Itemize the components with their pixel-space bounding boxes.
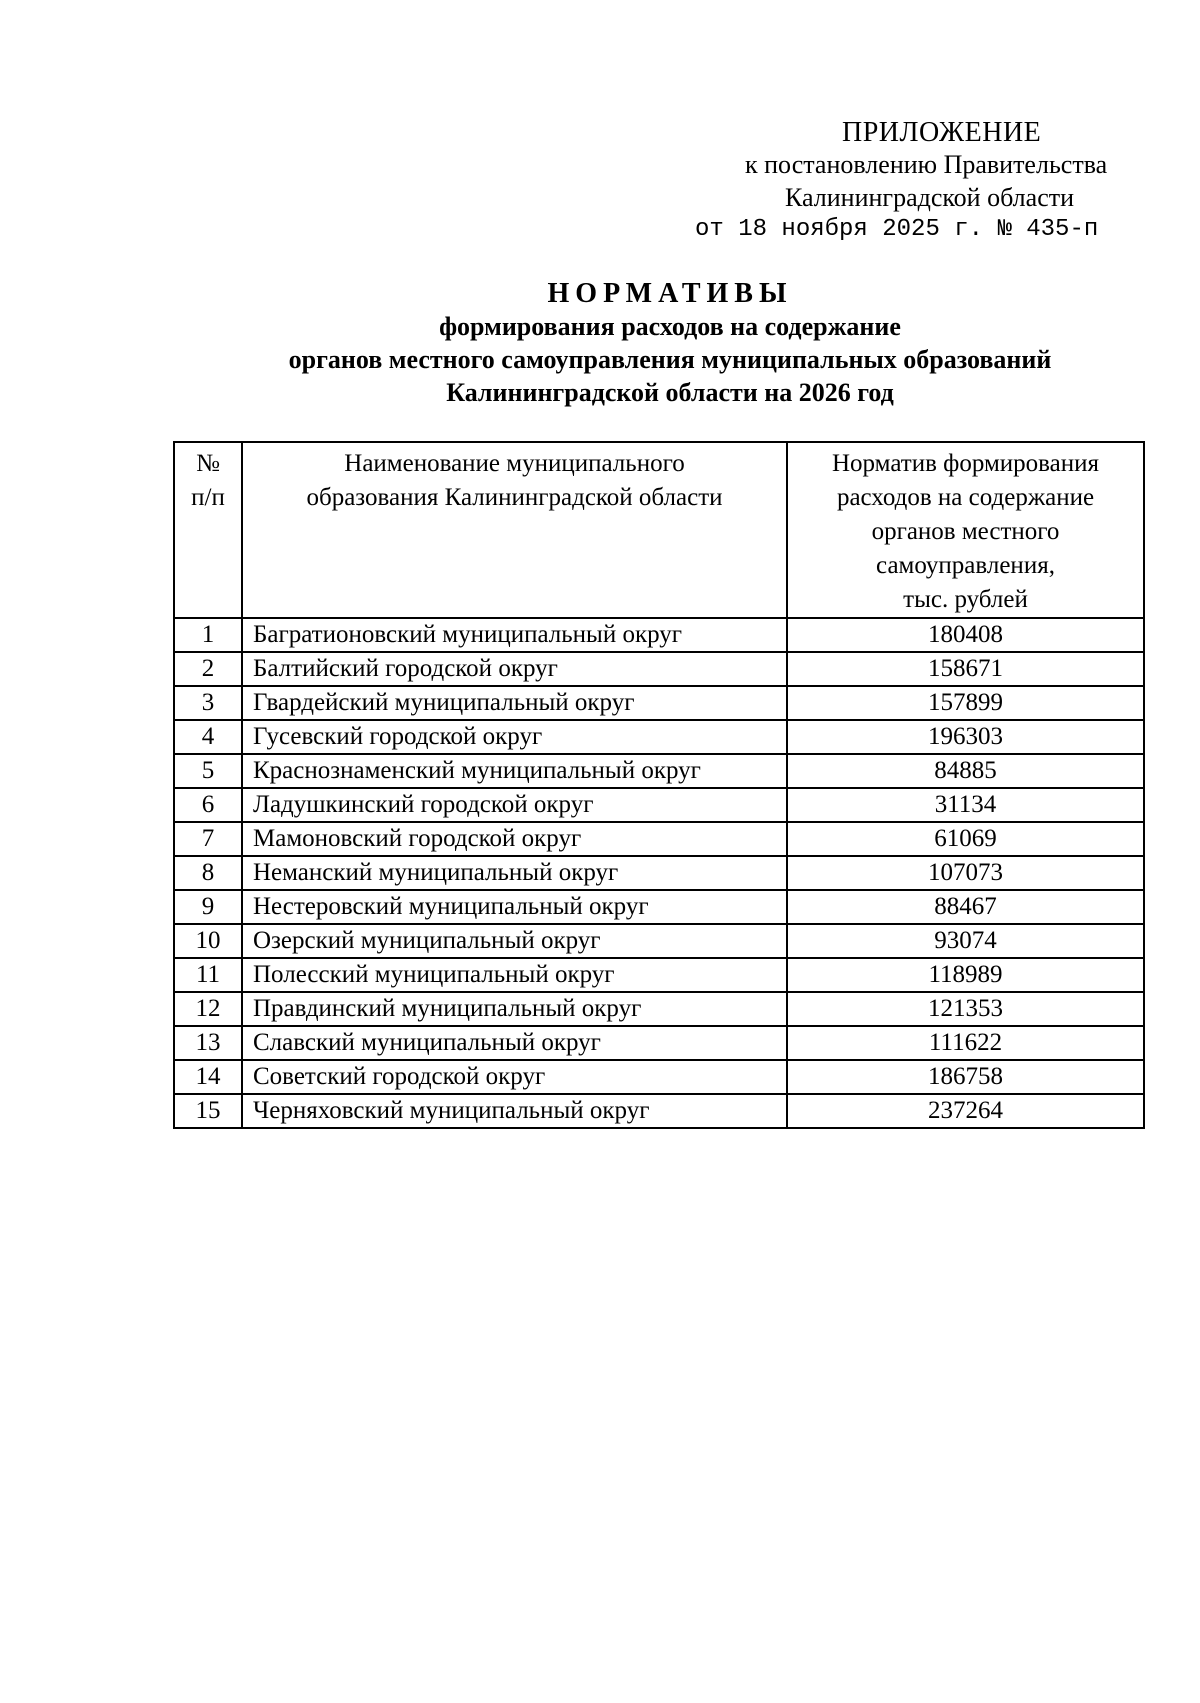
table-row — [174, 686, 1144, 720]
row-num: 7 — [174, 822, 242, 856]
row-num: 11 — [174, 958, 242, 992]
row-num: 13 — [174, 1026, 242, 1060]
appendix-date-line: от 18 ноября 2025 г. № 435-п — [695, 216, 1099, 243]
table-row — [174, 754, 1144, 788]
row-name: Нестеровский муниципальный округ — [242, 890, 787, 924]
heading-main: НОРМАТИВЫ — [547, 278, 793, 309]
row-name: Советский городской округ — [242, 1060, 787, 1094]
header-value-line-5: тыс. рублей — [903, 586, 1028, 613]
table-row — [174, 924, 1144, 958]
row-value: 186758 — [787, 1060, 1144, 1094]
row-value: 157899 — [787, 686, 1144, 720]
header-name-line-2: образования Калининградской области — [306, 484, 723, 511]
table-row — [174, 788, 1144, 822]
row-num: 12 — [174, 992, 242, 1026]
row-name: Правдинский муниципальный округ — [242, 992, 787, 1026]
row-value: 121353 — [787, 992, 1144, 1026]
row-name: Славский муниципальный округ — [242, 1026, 787, 1060]
header-num — [174, 442, 242, 618]
row-num: 15 — [174, 1094, 242, 1128]
row-name: Неманский муниципальный округ — [242, 856, 787, 890]
header-name-line-1: Наименование муниципального — [344, 450, 685, 477]
row-num: 5 — [174, 754, 242, 788]
row-value: 31134 — [787, 788, 1144, 822]
row-name: Краснознаменский муниципальный округ — [242, 754, 787, 788]
row-value: 118989 — [787, 958, 1144, 992]
table-row — [174, 720, 1144, 754]
appendix-title: ПРИЛОЖЕНИЕ — [842, 117, 1042, 148]
row-name: Черняховский муниципальный округ — [242, 1094, 787, 1128]
heading-subtitle-3: Калининградской области на 2026 год — [446, 378, 894, 407]
row-name: Озерский муниципальный округ — [242, 924, 787, 958]
row-num: 6 — [174, 788, 242, 822]
row-num: 3 — [174, 686, 242, 720]
table-row — [174, 1060, 1144, 1094]
row-name: Балтийский городской округ — [242, 652, 787, 686]
row-value: 180408 — [787, 618, 1144, 652]
appendix-region-line: Калининградской области — [785, 183, 1075, 212]
table-row — [174, 618, 1144, 652]
header-value-line-2: расходов на содержание — [836, 484, 1095, 511]
table-row — [174, 992, 1144, 1026]
row-name: Мамоновский городской округ — [242, 822, 787, 856]
row-num: 10 — [174, 924, 242, 958]
row-value: 196303 — [787, 720, 1144, 754]
header-value-line-3: органов местного — [871, 518, 1060, 545]
row-value: 111622 — [787, 1026, 1144, 1060]
header-name — [242, 442, 787, 618]
row-value: 93074 — [787, 924, 1144, 958]
row-num: 14 — [174, 1060, 242, 1094]
table-row — [174, 958, 1144, 992]
row-num: 9 — [174, 890, 242, 924]
row-num: 2 — [174, 652, 242, 686]
table-row — [174, 822, 1144, 856]
row-name: Багратионовский муниципальный округ — [242, 618, 787, 652]
header-value — [787, 442, 1144, 618]
table-row — [174, 1094, 1144, 1128]
header-num-line-2: п/п — [191, 484, 225, 511]
header-value-line-4: самоуправления, — [876, 552, 1055, 579]
header-value-line-1: Норматив формирования — [832, 450, 1099, 477]
row-value: 88467 — [787, 890, 1144, 924]
row-num: 4 — [174, 720, 242, 754]
row-num: 8 — [174, 856, 242, 890]
row-value: 158671 — [787, 652, 1144, 686]
heading-subtitle-2: органов местного самоуправления муниципальных образований — [288, 345, 1052, 374]
row-name: Гвардейский муниципальный округ — [242, 686, 787, 720]
norms-table — [173, 441, 1145, 1129]
row-value: 61069 — [787, 822, 1144, 856]
table-row — [174, 652, 1144, 686]
row-value: 84885 — [787, 754, 1144, 788]
table-row — [174, 856, 1144, 890]
row-value: 107073 — [787, 856, 1144, 890]
row-value: 237264 — [787, 1094, 1144, 1128]
table-row — [174, 890, 1144, 924]
table-header-row — [174, 442, 1144, 618]
row-name: Гусевский городской округ — [242, 720, 787, 754]
row-name: Ладушкинский городской округ — [242, 788, 787, 822]
table-row — [174, 1026, 1144, 1060]
row-name: Полесский муниципальный округ — [242, 958, 787, 992]
header-num-line-1: № — [196, 450, 220, 477]
appendix-reference-line: к постановлению Правительства — [745, 150, 1108, 179]
row-num: 1 — [174, 618, 242, 652]
heading-subtitle-1: формирования расходов на содержание — [439, 312, 901, 341]
